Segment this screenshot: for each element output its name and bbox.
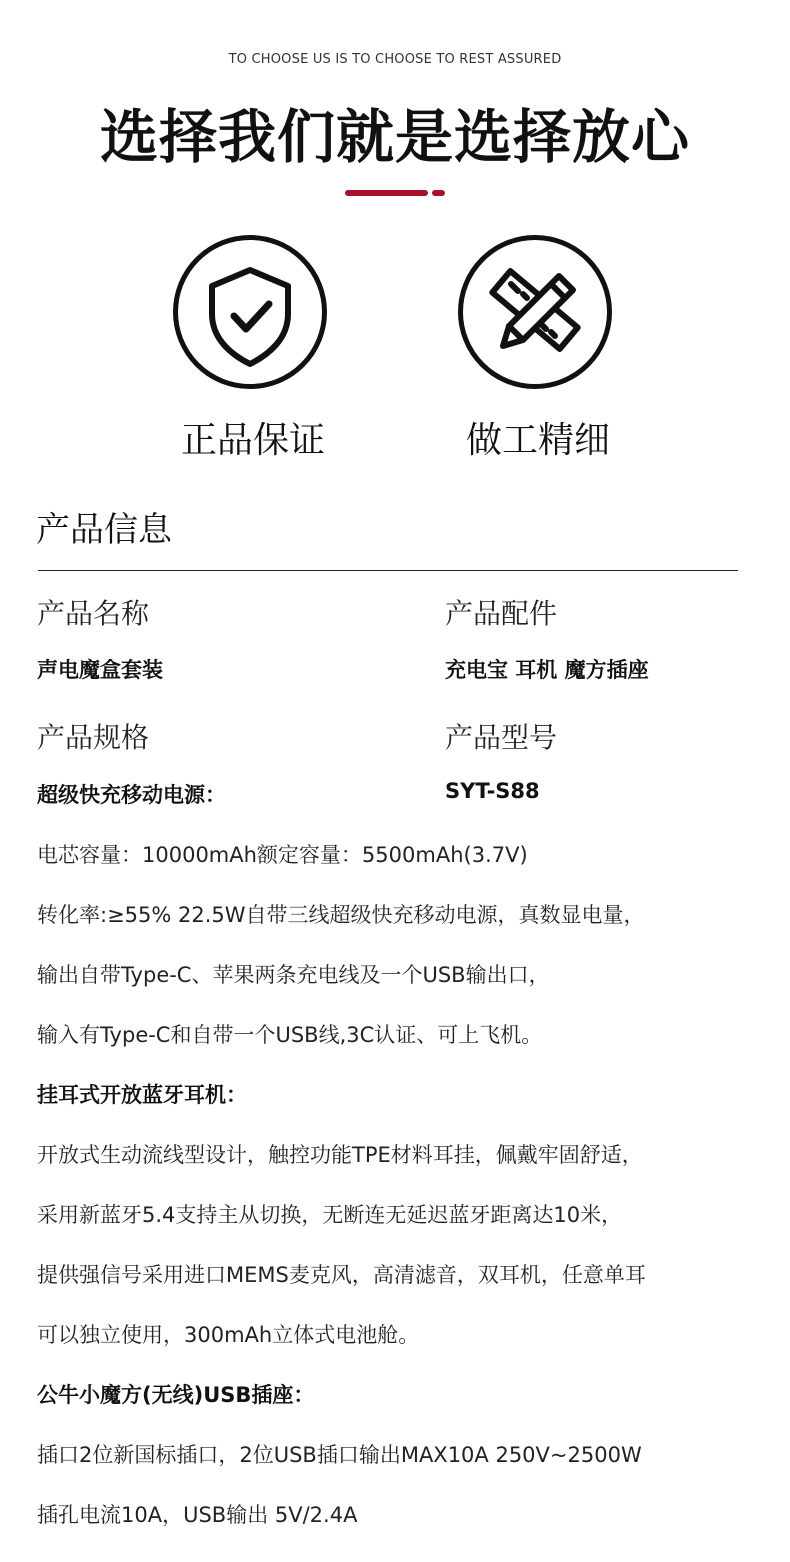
power-bank-line: 输出自带Type-C、苹果两条充电线及一个USB输出口，	[37, 963, 550, 987]
shield-check-icon	[178, 240, 322, 384]
model-label: 产品型号	[445, 721, 558, 754]
headline: 选择我们就是选择放心	[99, 103, 690, 171]
product-name-value: 声电魔盒套装	[37, 658, 163, 682]
socket-line: 插口2位新国标插口，2位USB插口输出MAX10A 250V~2500W	[37, 1443, 642, 1467]
socket-heading: 公牛小魔方(无线)USB插座：	[37, 1383, 315, 1407]
product-spec-value: 超级快充移动电源：	[37, 783, 226, 807]
earphone-line: 提供强信号采用进口MEMS麦克风，高清滤音，双耳机，任意单耳	[37, 1263, 646, 1287]
feature-craft-circle	[458, 235, 612, 389]
socket-line: 插孔电流10A，USB输出 5V/2.4A	[37, 1503, 358, 1527]
product-spec-label: 产品规格	[37, 721, 150, 754]
section-divider	[38, 570, 738, 571]
power-bank-line: 转化率:≥55% 22.5W自带三线超级快充移动电源，真数显电量，	[37, 903, 645, 927]
tagline: TO CHOOSE US IS TO CHOOSE TO REST ASSURED	[228, 52, 562, 67]
product-info-title: 产品信息	[36, 510, 172, 550]
product-name-label: 产品名称	[37, 597, 150, 630]
accent-dot	[432, 190, 445, 196]
feature-quality-label: 正品保证	[180, 420, 325, 461]
model-value: SYT-S88	[445, 779, 540, 803]
earphone-line: 开放式生动流线型设计，触控功能TPE材料耳挂，佩戴牢固舒适，	[37, 1143, 643, 1167]
accessories-label: 产品配件	[445, 597, 558, 630]
power-bank-line: 电芯容量：10000mAh额定容量：5500mAh(3.7V)	[37, 843, 528, 867]
earphone-line: 可以独立使用，300mAh立体式电池舱。	[37, 1323, 420, 1347]
accessories-value: 充电宝 耳机 魔方插座	[445, 658, 649, 682]
accent-bar	[345, 190, 428, 196]
power-bank-line: 输入有Type-C和自带一个USB线,3C认证、可上飞机。	[37, 1023, 543, 1047]
earphone-line: 采用新蓝牙5.4支持主从切换，无断连无延迟蓝牙距离达10米，	[37, 1203, 623, 1227]
pencil-ruler-icon	[463, 240, 607, 384]
earphone-heading: 挂耳式开放蓝牙耳机：	[37, 1083, 247, 1107]
feature-craft-label: 做工精细	[465, 420, 610, 461]
feature-quality-circle	[173, 235, 327, 389]
